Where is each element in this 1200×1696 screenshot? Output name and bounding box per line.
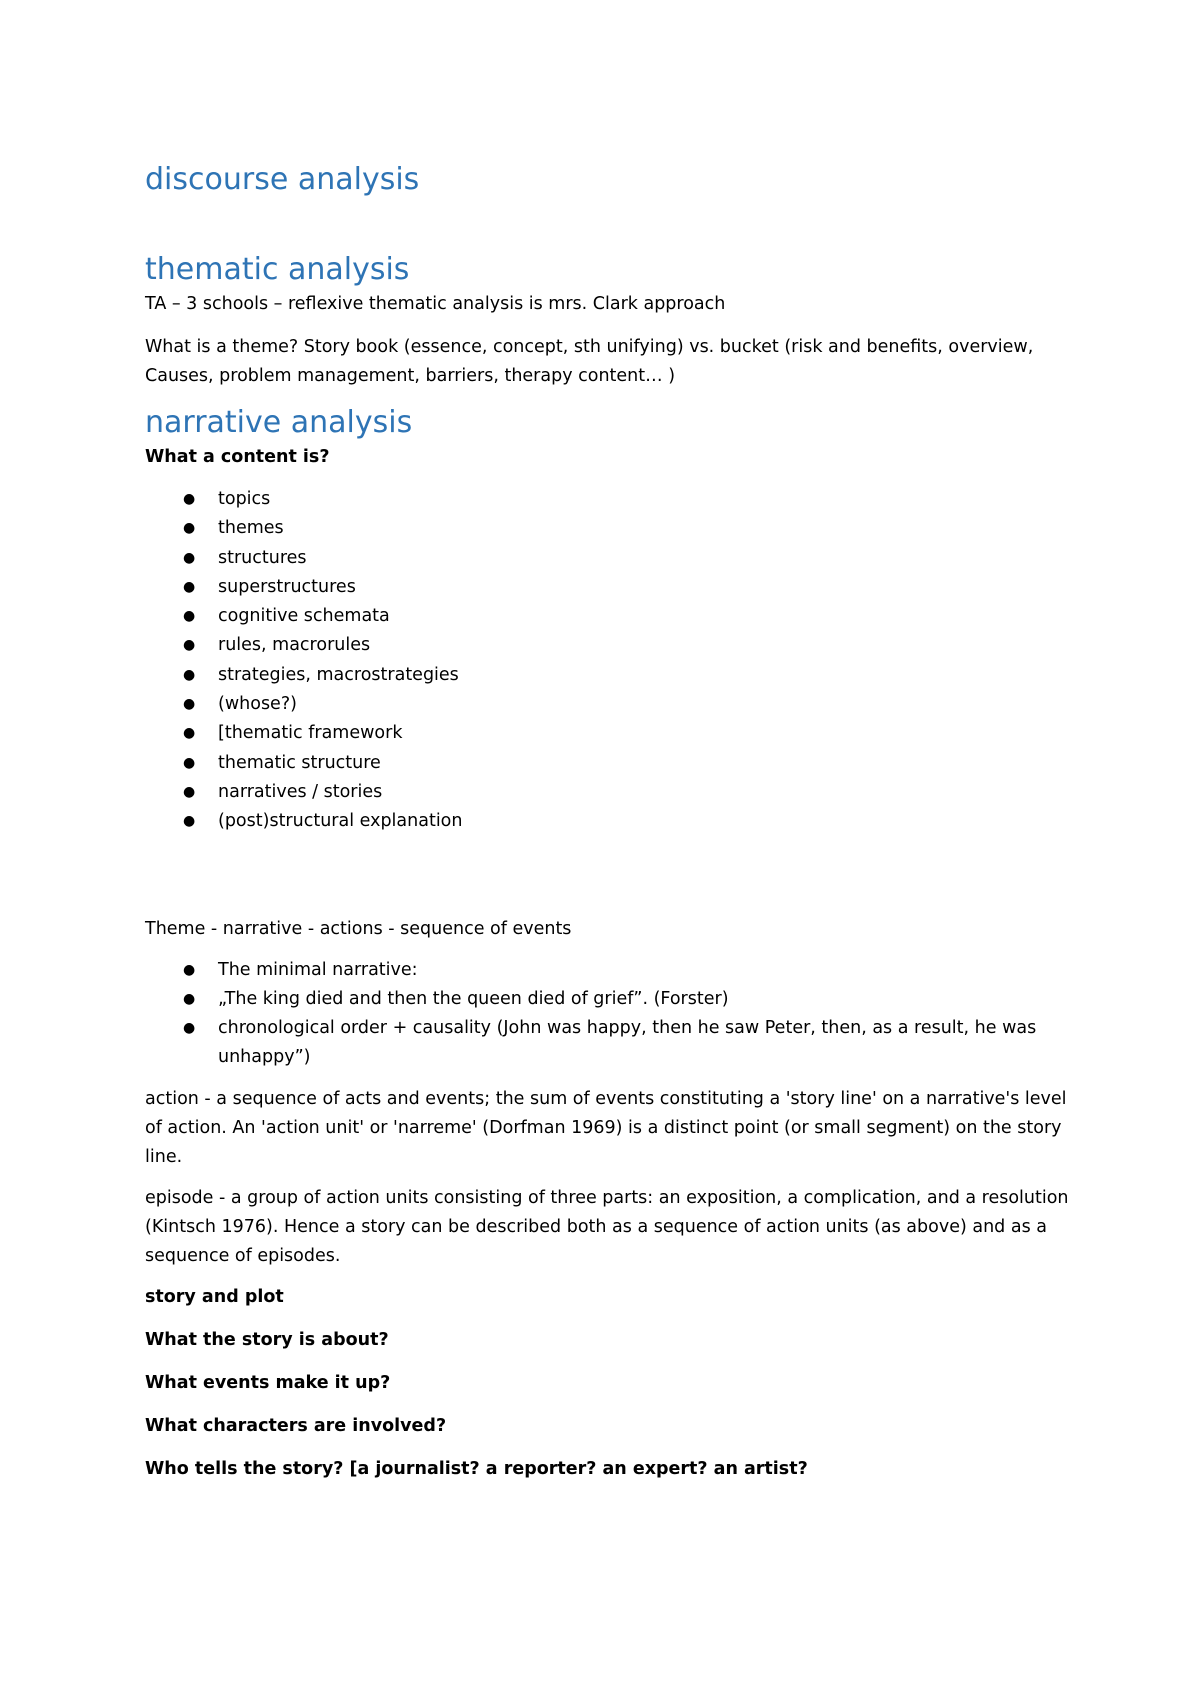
bullet-icon: ● (183, 961, 196, 978)
list-item: ● (post)structural explanation (145, 807, 1075, 836)
bullet-icon: ● (183, 520, 196, 537)
episode-paragraph: episode - a group of action units consisting of three parts: an exposition, a complication, and a resolution (Kintsch 1976). Hence a story can be described both as a sequence of action units (as above) and as a sequence of episodes. (145, 1187, 1069, 1266)
list-item: ● „The king died and then the queen died of grief”. (Forster) (145, 985, 1075, 1014)
bullet-icon: ● (183, 637, 196, 654)
list-item: ● (whose?) (145, 690, 1075, 719)
list-item: ● structures (145, 544, 1075, 573)
question-events: What events make it up? (145, 1372, 391, 1393)
theme-line: Theme - narrative - actions - sequence of events (145, 918, 572, 939)
bullet-icon: ● (183, 813, 196, 830)
list-item: ● [thematic framework (145, 719, 1075, 748)
list-item: ● cognitive schemata (145, 602, 1075, 631)
bullet-icon: ● (183, 549, 196, 566)
heading-discourse-analysis: discourse analysis (145, 162, 420, 197)
content-question: What a content is? (145, 447, 330, 467)
bullet-icon: ● (183, 990, 196, 1007)
bullet-icon: ● (183, 783, 196, 800)
spacer (145, 853, 1075, 915)
bullet-icon: ● (183, 1020, 196, 1037)
action-paragraph: action - a sequence of acts and events; the sum of events constituting a 'story line' on a narrative's level of action. An 'action unit' or 'narreme' (Dorfman 1969) is a distinct point (or small segment) on the story line. (145, 1088, 1067, 1167)
list-item: ● topics (145, 485, 1075, 514)
bullet-icon: ● (183, 608, 196, 625)
list-item: ● themes (145, 514, 1075, 543)
heading-narrative-analysis: narrative analysis (145, 405, 413, 440)
list-item: ● rules, macrorules (145, 631, 1075, 660)
bullet-icon: ● (183, 578, 196, 595)
bullet-icon: ● (183, 696, 196, 713)
content-list (145, 485, 1075, 837)
list-item: ● The minimal narrative: (145, 956, 1075, 985)
bullet-icon: ● (183, 666, 196, 683)
list-item: ● chronological order + causality (John was happy, then he saw Peter, then, as a result, he was unhappy”) (145, 1014, 1075, 1073)
list-item: ● superstructures (145, 573, 1075, 602)
question-who-tells: Who tells the story? [a journalist? a reporter? an expert? an artist? (145, 1458, 808, 1479)
document-page (145, 160, 1075, 1500)
thematic-line-1: TA – 3 schools – reflexive thematic analysis is mrs. Clark approach (145, 294, 726, 314)
story-and-plot-heading: story and plot (145, 1286, 284, 1307)
bullet-icon: ● (183, 725, 196, 742)
list-item: ● thematic structure (145, 749, 1075, 778)
question-story-about: What the story is about? (145, 1329, 389, 1350)
bullet-icon: ● (183, 754, 196, 771)
minimal-narrative-list (145, 956, 1075, 1073)
bullet-icon: ● (183, 491, 196, 507)
question-characters: What characters are involved? (145, 1415, 447, 1436)
thematic-line-2: What is a theme? Story book (essence, concept, sth unifying) vs. bucket (risk and benefits, overview, Causes, problem management, barriers, therapy content… ) (145, 337, 1034, 386)
heading-thematic-analysis: thematic analysis (145, 252, 410, 287)
list-item: ● strategies, macrostrategies (145, 661, 1075, 690)
list-item: ● narratives / stories (145, 778, 1075, 807)
